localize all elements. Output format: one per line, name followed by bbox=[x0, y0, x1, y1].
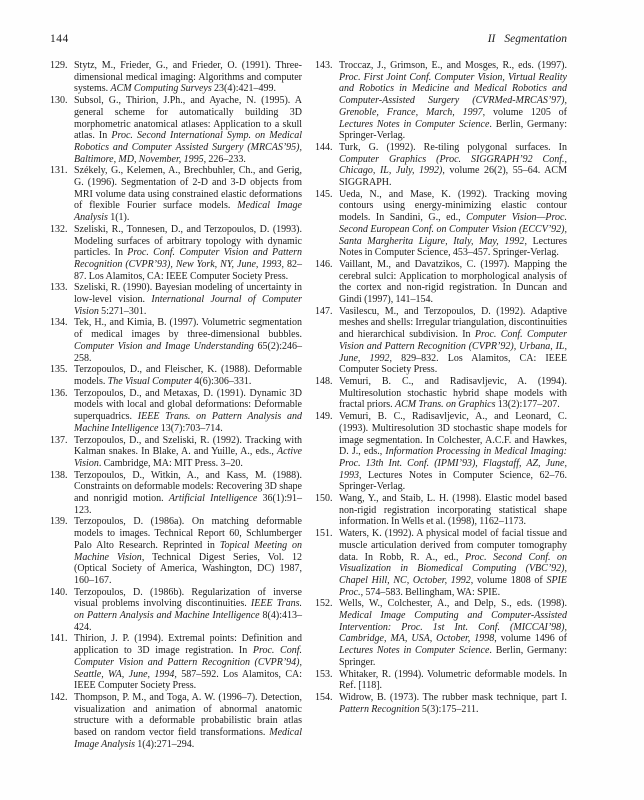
reference-text bbox=[74, 165, 302, 223]
reference-entry bbox=[50, 633, 302, 692]
reference-title-italic: Information Processing in Medical Imaging: Proc. 13th Int. Conf. (IPMI’93), Flagstaff, AZ, June, 1993 bbox=[339, 446, 567, 481]
reference-text-segment: Terzopoulos, D. (1986a). On matching deformable models to images. Technical Report 60, Schlumberger Palo Alto Research. Reprinted in bbox=[74, 516, 302, 551]
reference-entry bbox=[315, 60, 567, 142]
reference-number: 147. bbox=[315, 305, 333, 317]
reference-text-segment: Whitaker, R. (1994). Volumetric deformable models. In Ref. [118]. bbox=[339, 668, 567, 692]
reference-text-segment: Terzopoulos, D. (1986b). Regularization of inverse visual problems involving discontinuities. bbox=[74, 586, 302, 610]
reference-number: 137. bbox=[50, 434, 68, 446]
reference-number: 134. bbox=[50, 317, 68, 329]
page-number: 144 bbox=[50, 33, 69, 45]
reference-entry bbox=[50, 224, 302, 283]
reference-title-italic: Lectures Notes in Computer Science bbox=[339, 118, 490, 130]
reference-number: 145. bbox=[315, 188, 333, 200]
reference-text bbox=[339, 692, 567, 715]
reference-title-italic: ACM Trans. on Graphics bbox=[394, 399, 496, 411]
reference-text-segment: , 574–583. Bellingham, WA: SPIE. bbox=[360, 586, 501, 598]
reference-number: 144. bbox=[315, 141, 333, 153]
reference-title-italic: Medical Image Analysis bbox=[74, 200, 302, 224]
reference-text-segment: , 587–592. Los Alamitos, CA: IEEE Computer Society Press. bbox=[74, 668, 303, 692]
reference-text bbox=[339, 189, 567, 259]
reference-text-segment: Terzopoulos, D., Witkin, A., and Kass, M. (1988). Constraints on deformable models: Recovering 3D shape and nonrigid motion. bbox=[74, 469, 302, 505]
reference-entry bbox=[50, 692, 302, 751]
reference-text-segment: Vaillant, M., and Davatzikos, C. (1997). Mapping the cerebral sulci: Application to morphological analysis of the cortex and non-rigid registration. In Duncan and Gindi (1997), 141–154. bbox=[339, 258, 567, 306]
reference-text bbox=[74, 587, 302, 633]
reference-title-italic: ACM Computing Surveys bbox=[110, 83, 212, 95]
reference-text-segment: Terzopoulos, D., and Metaxas, D. (1991). Dynamic 3D models with local and global deformations: Deformable superquadrics. bbox=[74, 387, 302, 423]
reference-text-segment: Székely, G., Kelemen, A., Brechbuhler, Ch., and Gerig, G. (1996). Segmentation of 2-D and 3-D objects from MRI volume data using constrained elastic deformations of flexible Fourier surface models. bbox=[74, 165, 302, 212]
section-title: Segmentation bbox=[504, 33, 567, 45]
reference-title-italic: Proc. Second Conf. on Visualization in Biomedical Computing (VBC’92), Chapel Hill, NC, October, 1992 bbox=[339, 551, 567, 586]
reference-number: 150. bbox=[315, 493, 333, 505]
reference-text-segment: 8(4):413–424. bbox=[74, 610, 302, 633]
reference-number: 154. bbox=[315, 691, 333, 703]
reference-columns bbox=[50, 60, 567, 750]
reference-title-italic: SPIE Proc. bbox=[339, 574, 567, 598]
reference-text-segment: 13(7):703–714. bbox=[158, 422, 223, 434]
reference-number: 138. bbox=[50, 469, 68, 481]
reference-number: 152. bbox=[315, 598, 333, 610]
reference-text-segment: . Cambridge, MA: MIT Press. 3–20. bbox=[98, 457, 243, 469]
reference-text-segment: . Berlin, Germany: Springer. bbox=[339, 645, 567, 668]
reference-number: 133. bbox=[50, 282, 68, 294]
reference-number: 149. bbox=[315, 411, 333, 423]
reference-text bbox=[339, 669, 567, 692]
reference-text-segment: 1(1). bbox=[107, 212, 130, 224]
reference-text bbox=[339, 376, 567, 410]
reference-text bbox=[339, 306, 567, 376]
reference-text bbox=[74, 435, 302, 469]
reference-number: 132. bbox=[50, 223, 68, 235]
reference-text bbox=[74, 364, 302, 387]
reference-entry bbox=[50, 470, 302, 517]
reference-text-segment: Thirion, J. P. (1994). Extremal points: Definition and application to 3D image registration. In bbox=[74, 633, 302, 657]
reference-number: 130. bbox=[50, 95, 68, 107]
reference-text bbox=[339, 598, 567, 668]
reference-number: 131. bbox=[50, 165, 68, 177]
reference-entry bbox=[315, 411, 567, 493]
reference-entry bbox=[315, 142, 567, 189]
reference-text-segment: 65(2):246–258. bbox=[74, 340, 302, 364]
reference-entry bbox=[315, 669, 567, 692]
reference-title-italic: Medical Image Analysis bbox=[74, 727, 302, 750]
reference-number: 135. bbox=[50, 364, 68, 376]
reference-text bbox=[74, 388, 302, 434]
reference-entry bbox=[315, 259, 567, 306]
reference-text bbox=[339, 528, 567, 598]
reference-number: 148. bbox=[315, 375, 333, 387]
reference-title-italic: Proc. Conf. Computer Vision and Pattern Recognition (CVPR’94), Seattle, WA, June, 1994 bbox=[74, 645, 302, 680]
reference-entry bbox=[315, 493, 567, 528]
reference-title-italic: Proc. First Joint Conf. Computer Vision, Virtual Reality and Robotics in Medicine and Medical Robotics and Computer-Assisted Surgery (CVRMed-MRCAS’97), Grenoble, France, March, 1997 bbox=[339, 71, 567, 118]
reference-text-segment: Terzopoulos, D., and Szeliski, R. (1992). Tracking with Kalman snakes. In Blake, A. and Yuille, A., eds., bbox=[74, 434, 302, 458]
reference-text bbox=[74, 282, 302, 316]
reference-text bbox=[74, 470, 302, 516]
reference-entry bbox=[50, 435, 302, 470]
reference-text-segment: . Berlin, Germany: Springer-Verlag. bbox=[339, 118, 567, 142]
reference-title-italic: Computer Vision and Image Understanding bbox=[74, 340, 254, 352]
references-right-column bbox=[315, 60, 567, 750]
reference-entry bbox=[50, 95, 302, 165]
reference-number: 136. bbox=[50, 387, 68, 399]
reference-number: 139. bbox=[50, 516, 68, 528]
reference-entry bbox=[50, 516, 302, 586]
reference-text bbox=[74, 95, 302, 165]
section-number: II bbox=[487, 33, 496, 45]
reference-title-italic: Proc. Conf. Computer Vision and Pattern Recognition (CVPR’93), New York, NY, June, 1993 bbox=[74, 247, 302, 270]
reference-title-italic: Proc. Second International Symp. on Medical Robotics and Computer Assisted Surgery (MRCAS’95), Baltimore, MD, November, 1995 bbox=[74, 130, 302, 165]
reference-text-segment: Thompson, P. M., and Toga, A. W. (1996–7). Detection, visualization and animation of abnormal anatomic structure with a deformable probabilistic brain atlas based on random vector field transformations. bbox=[74, 691, 302, 739]
reference-entry bbox=[50, 364, 302, 387]
reference-text-segment: Wells, W., Colchester, A., and Delp, S., eds. (1998). bbox=[339, 598, 567, 610]
reference-text bbox=[339, 142, 567, 188]
reference-number: 143. bbox=[315, 60, 333, 71]
reference-number: 146. bbox=[315, 258, 333, 270]
reference-text-segment: Terzopoulos, D., and Fleischer, K. (1988). Deformable models. bbox=[74, 364, 302, 387]
reference-entry bbox=[315, 189, 567, 259]
reference-entry bbox=[315, 692, 567, 715]
reference-entry bbox=[50, 165, 302, 224]
reference-text-segment: 5(3):175–211. bbox=[419, 703, 479, 715]
reference-text-segment: , Lectures Notes in Computer Science, 62–76. Springer-Verlag. bbox=[339, 469, 567, 493]
reference-text-segment: Widrow, B. (1973). The rubber mask technique, part I. bbox=[339, 691, 567, 703]
reference-text-segment: , 82–87. Los Alamitos, CA: IEEE Computer Society Press. bbox=[74, 258, 302, 282]
reference-text-segment: , volume 1205 of bbox=[482, 106, 567, 118]
reference-number: 140. bbox=[50, 586, 68, 598]
reference-entry bbox=[50, 388, 302, 435]
section-heading bbox=[488, 33, 567, 45]
reference-text-segment: 4(6):306–331. bbox=[192, 375, 252, 387]
reference-text bbox=[74, 692, 302, 750]
reference-text-segment: Subsol, G., Thirion, J.Ph., and Ayache, N. (1995). A general scheme for automatically building 3D morphometric anatomical atlases: Application to a skull atlas. In bbox=[74, 95, 302, 142]
reference-text bbox=[339, 493, 567, 527]
reference-text-segment: , 226–233. bbox=[203, 153, 246, 165]
reference-text-segment: , volume 26(2), 55–64. ACM SIGGRAPH. bbox=[339, 165, 567, 189]
reference-entry bbox=[315, 528, 567, 598]
reference-text bbox=[74, 317, 302, 363]
reference-text-segment: , volume 1808 of bbox=[470, 574, 547, 586]
reference-text-segment: 13(2):177–207. bbox=[495, 399, 560, 411]
reference-text-segment: 23(4):421–499. bbox=[211, 83, 276, 95]
reference-title-italic: Topical Meeting on Machine Vision bbox=[74, 539, 302, 563]
reference-text-segment: Tek, H., and Kimia, B. (1997). Volumetric segmentation of medical images by three-dimensional bubbles. bbox=[74, 317, 302, 341]
reference-text-segment: Waters, K. (1992). A physical model of facial tissue and muscle articulation derived from computer tomography data. In Robb, R. A., ed., bbox=[339, 528, 567, 563]
reference-number: 141. bbox=[50, 633, 68, 645]
reference-text-segment: Stytz, M., Frieder, G., and Frieder, O. (1991). Three-dimensional medical imaging: Algorithms and computer systems. bbox=[74, 60, 302, 95]
references-left-column bbox=[50, 60, 302, 750]
reference-text bbox=[339, 259, 567, 305]
reference-text-segment: 5:271–301. bbox=[98, 305, 147, 317]
reference-entry bbox=[315, 598, 567, 668]
reference-title-italic: The Visual Computer bbox=[107, 375, 193, 387]
page-header bbox=[50, 33, 567, 45]
reference-text-segment: Szeliski, R. (1990). Bayesian modeling of uncertainty in low-level vision. bbox=[74, 282, 302, 306]
reference-entry bbox=[50, 282, 302, 317]
reference-title-italic: Active Vision bbox=[74, 446, 302, 469]
reference-text bbox=[74, 224, 302, 282]
reference-text-segment: Vasilescu, M., and Terzopoulos, D. (1992). Adaptive meshes and shells: Irregular triangulation, discontinuities and hierarchical subdivision. In bbox=[339, 305, 567, 341]
reference-entry bbox=[315, 306, 567, 376]
reference-text-segment: , 829–832. Los Alamitos, CA: IEEE Computer Society Press. bbox=[339, 352, 567, 376]
reference-text bbox=[339, 411, 567, 492]
reference-text-segment: Ueda, N., and Mase, K. (1992). Tracking moving contours using energy-minimizing elastic contour models. In Sandini, G., ed., bbox=[339, 188, 567, 224]
reference-text-segment: Szeliski, R., Tonnesen, D., and Terzopoulos, D. (1993). Modeling surfaces of arbitrary topology with dynamic particles. In bbox=[74, 223, 302, 259]
reference-title-italic: IEEE Trans. on Pattern Analysis and Machine Intelligence bbox=[74, 411, 302, 434]
reference-title-italic: Medical Image Computing and Computer-Assisted Intervention: Proc. 1st Int. Conf. (MICCAI’98), Cambridge, MA, USA, October, 1998 bbox=[339, 610, 567, 645]
reference-number: 151. bbox=[315, 528, 333, 540]
reference-text-segment: Turk, G. (1992). Re-tiling polygonal surfaces. In bbox=[339, 141, 567, 153]
reference-text-segment: 36(1):91–123. bbox=[74, 493, 302, 516]
reference-entry bbox=[50, 60, 302, 95]
reference-number: 129. bbox=[50, 60, 68, 71]
reference-text-segment: Vemuri, B. C., and Radisavljevic, A. (1994). Multiresolution stochastic hybrid shape models with fractal priors. bbox=[339, 375, 567, 411]
reference-title-italic: IEEE Trans. on Pattern Analysis and Machine Intelligence bbox=[74, 598, 303, 622]
reference-text-segment: , Technical Digest Series, Vol. 12 (Optical Society of America, Washington, DC) 1987, 160–167. bbox=[74, 551, 302, 586]
reference-text bbox=[74, 60, 302, 94]
reference-number: 153. bbox=[315, 668, 333, 680]
reference-entry bbox=[315, 376, 567, 411]
reference-entry bbox=[50, 587, 302, 634]
reference-title-italic: International Journal of Computer Vision bbox=[74, 294, 303, 317]
reference-text bbox=[74, 633, 302, 691]
reference-title-italic: Artificial Intelligence bbox=[168, 493, 258, 505]
reference-text-segment: , Lectures Notes in Computer Science, 453–457. Springer-Verlag. bbox=[339, 235, 567, 259]
reference-number: 142. bbox=[50, 691, 68, 703]
reference-text bbox=[339, 60, 567, 141]
reference-title-italic: Lectures Notes in Computer Science bbox=[339, 645, 490, 657]
reference-title-italic: Pattern Recognition bbox=[339, 703, 420, 715]
reference-text-segment: Vemuri, B. C., Radisavljevic, A., and Leonard, C. (1993). Multiresolution 3D stochastic shape models for image segmentation. In Colchester, A.C.F. and Hawkes, D. J., eds., bbox=[339, 411, 567, 458]
reference-text-segment: Troccaz, J., Grimson, E., and Mosges, R., eds. (1997). bbox=[339, 60, 567, 71]
reference-title-italic: Computer Vision—Proc. Second European Conf. on Computer Vision (ECCV’92), Santa Margherita Ligure, Italy, May, 1992 bbox=[339, 212, 567, 247]
reference-text bbox=[74, 516, 302, 586]
reference-title-italic: Computer Graphics (Proc. SIGGRAPH’92 Conf., Chicago, IL, July, 1992) bbox=[339, 153, 567, 177]
reference-text-segment: , volume 1496 of bbox=[494, 633, 567, 645]
reference-title-italic: Proc. Conf. Computer Vision and Pattern Recognition (CVPR’92), Urbana, IL, June, 1992 bbox=[339, 329, 567, 364]
reference-text-segment: 1(4):271–294. bbox=[135, 738, 195, 750]
reference-text-segment: Wang, Y., and Staib, L. H. (1998). Elastic model based non-rigid registration incorporating statistical shape information. In Wells et al. (1998), 1162–1173. bbox=[339, 493, 567, 528]
reference-entry bbox=[50, 317, 302, 364]
